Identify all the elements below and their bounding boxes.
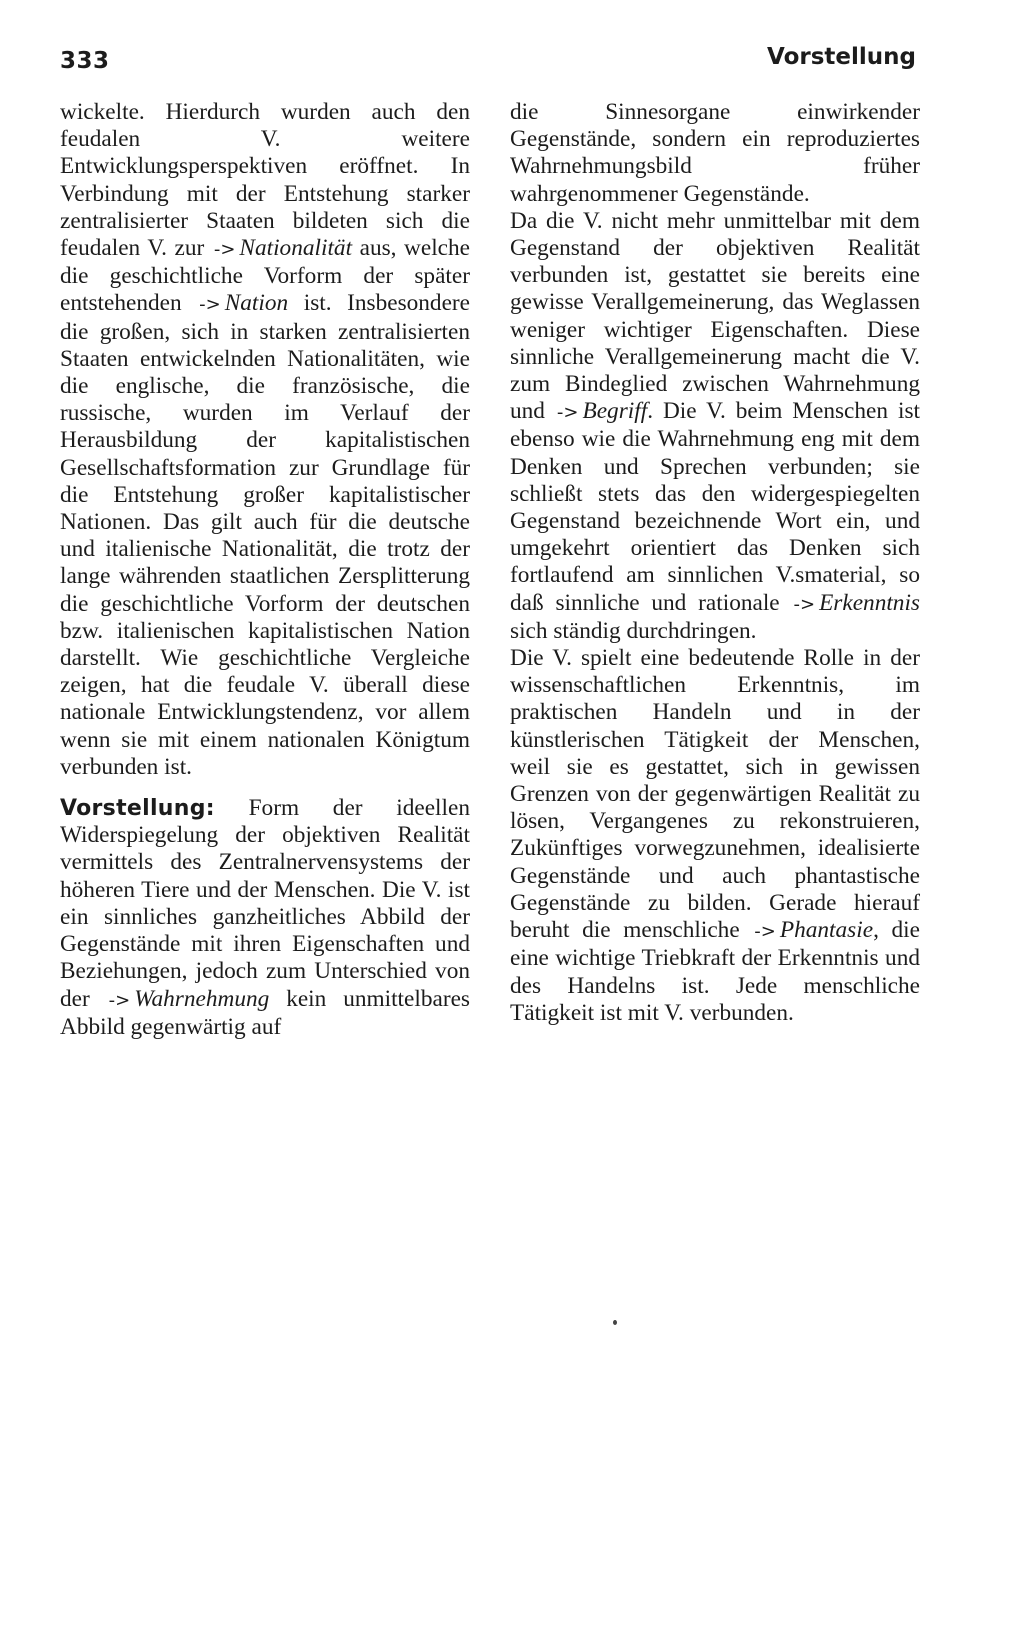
text-segment: , die eine wichtige Triebkraft der Erkenntnis und des Handelns ist. Jede menschliche Tätigkeit ist mit V. verbunden. bbox=[510, 917, 920, 1026]
cross-reference-arrow-icon: -> bbox=[199, 294, 221, 316]
text-segment: ist. Insbesondere die großen, sich in starken zentralisierten Staaten entwickelnden Nationalitäten, wie die englische, die französische, die russische, wurden im Verlauf der Herausbildung der kapitalistischen Gesellschaftsformation zur Grundlage für die Entstehung großer kapitalistischer Nationen. Das gilt auch für die deutsche und italienische Nationalität, die trotz der lange währenden staatlichen Zersplitterung die geschichtliche Vorform der deutschen bzw. italienischen kapitalistischen Nation darstellt. Wie geschichtliche Vergleiche zeigen, hat die feudale V. überall diese nationale Entwicklungstendenz, vor allem wenn sie mit einem nationalen Königtum verbunden ist. bbox=[60, 290, 471, 780]
paragraph bbox=[510, 208, 920, 645]
cross-reference-arrow-icon: -> bbox=[793, 593, 816, 615]
paragraph bbox=[510, 645, 920, 1027]
cross-reference-wahrnehmung[interactable]: Wahrnehmung bbox=[134, 985, 270, 1012]
text-segment: kein unmittelbares Abbild gegenwärtig auf bbox=[60, 985, 470, 1040]
paragraph-continuation bbox=[60, 99, 470, 781]
text-segment: Form der ideellen Widerspiegelung der objektiven Realität vermittels des Zentralnervensystems der höheren Tiere und der Menschen. Die V. ist ein sinnliches ganzheitliches Abbild der Gegenstände mit ihren Eigenschaften und Beziehungen, jedoch zum Unterschied von der bbox=[60, 795, 470, 1012]
cross-reference-nation[interactable]: Nation bbox=[224, 290, 289, 317]
right-column bbox=[510, 99, 920, 1027]
text-segment: aus, welche die geschichtliche Vorform der später entstehenden bbox=[60, 235, 471, 317]
cross-reference-phantasie[interactable]: Phantasie bbox=[779, 917, 874, 944]
text-segment: Die V. spielt eine bedeutende Rolle in der wissenschaftlichen Erkenntnis, im praktischen Handeln und in der künstlerischen Tätigkeit der Menschen, weil sie es gestattet, sich in gewissen Grenzen von der gegenwärtigen Realität zu lösen, Vergangenes zu rekonstruieren, Zukünftiges vorwegzunehmen, idealisierte Gegenstände und auch phantastische Gegenstände zu bilden. Gerade hierauf beruht die menschliche bbox=[510, 645, 920, 944]
cross-reference-erkenntnis[interactable]: Erkenntnis bbox=[819, 589, 920, 616]
left-column bbox=[60, 99, 470, 1041]
cross-reference-arrow-icon: -> bbox=[556, 402, 579, 424]
dictionary-entry bbox=[60, 795, 470, 1041]
cross-reference-arrow-icon: -> bbox=[108, 989, 131, 1011]
cross-reference-arrow-icon: -> bbox=[213, 239, 236, 261]
text-segment: wickelte. Hierdurch wurden auch den feudalen V. weitere Entwicklungsperspektiven eröffnet. In Verbindung mit der Entstehung starker zentralisierter Staaten bildeten sich die feudalen V. zur bbox=[60, 99, 470, 262]
cross-reference-nationalitaet[interactable]: Nationalität bbox=[239, 235, 353, 262]
paragraph: die Sinnesorgane einwirkender Gegenstände, sondern ein reproduziertes Wahrnehmungsbild früher wahrgenommener Gegenstände. bbox=[510, 99, 920, 207]
text-segment: sich ständig durchdringen. bbox=[510, 617, 757, 644]
print-speck bbox=[613, 1320, 617, 1325]
entry-headword: Vorstellung: bbox=[60, 796, 215, 822]
running-head: Vorstellung bbox=[767, 44, 916, 70]
cross-reference-begriff[interactable]: Begriff bbox=[582, 398, 648, 425]
text-segment: Da die V. nicht mehr unmittelbar mit dem Gegenstand der objektiven Realität verbunden ist, gestattet sie bereits eine gewisse Verallgemeinerung, das Weglassen weniger wichtiger Eigenschaften. Diese sinnliche Verallgemeinerung macht die V. zum Bindeglied zwischen Wahrnehmung und bbox=[510, 207, 920, 425]
cross-reference-arrow-icon: -> bbox=[754, 921, 776, 943]
text-segment: . Die V. beim Menschen ist ebenso wie die Wahrnehmung eng mit dem Denken und Sprechen verbunden; sie schließt stets das den widergespiegelten Gegenstand bezeichnende Wort ein, und umgekehrt orientiert das Denken sich fortlaufend am sinnlichen V.smaterial, so daß sinnliche und rationale bbox=[510, 398, 920, 616]
page-number: 333 bbox=[60, 48, 110, 74]
